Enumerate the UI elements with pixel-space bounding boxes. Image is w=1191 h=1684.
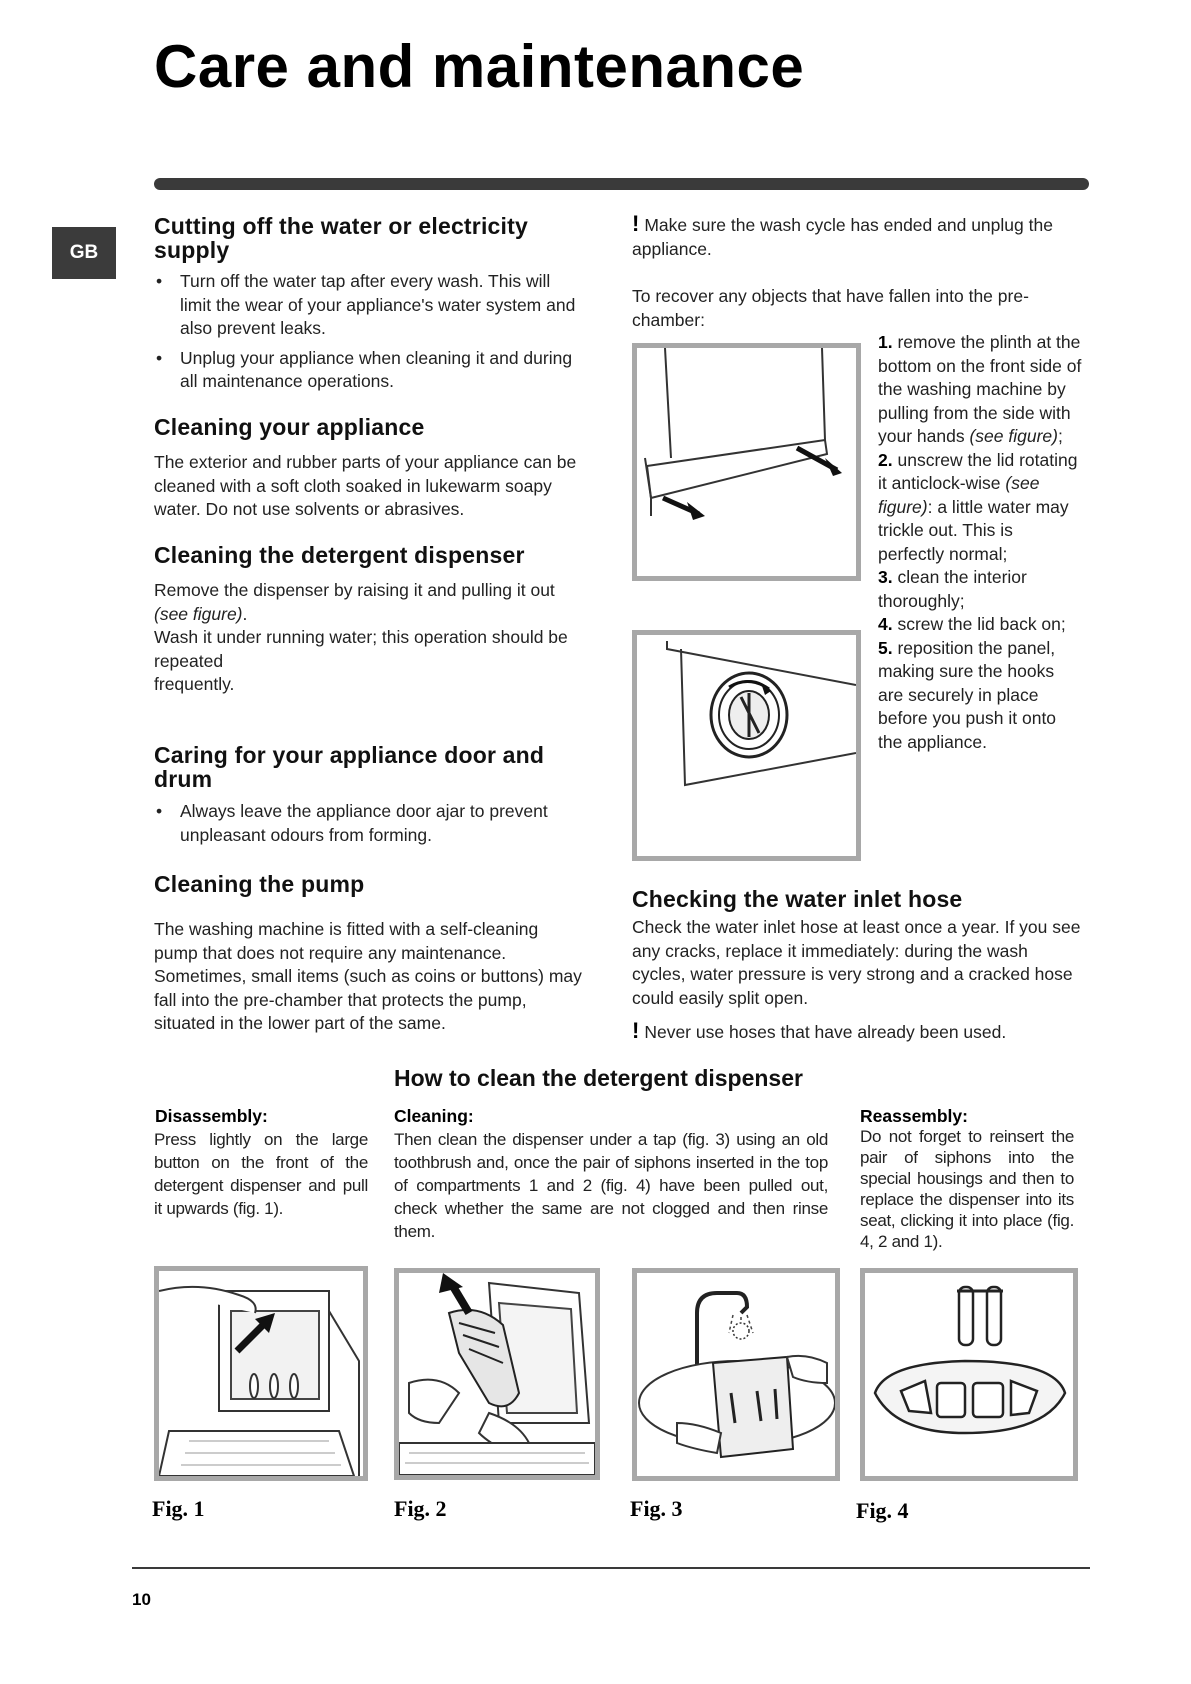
step-number: 2. bbox=[878, 449, 893, 470]
step-after: : a little water may trickle out. This is perfectly normal; bbox=[878, 496, 1069, 564]
recover-intro: To recover any objects that have fallen into the pre-chamber: bbox=[632, 286, 1029, 330]
cutoff-bullets bbox=[154, 270, 586, 400]
dispenser-text-1: Remove the dispenser by raising it and pulling it out bbox=[154, 580, 555, 600]
list-item bbox=[878, 637, 1083, 755]
inlet-hose-text: Check the water inlet hose at least once a year. If you see any cracks, replace it immediately: during the wash cycles, water pressure is very strong and a cracked hose could easily split open. bbox=[632, 917, 1081, 1008]
warning-unplug bbox=[632, 212, 1077, 261]
list-item: • Unplug your appliance when cleaning it and during all maintenance operations. bbox=[154, 347, 586, 394]
plinth-removal-drawing bbox=[637, 348, 856, 576]
step-number: 5. bbox=[878, 637, 893, 658]
pump-lid-drawing bbox=[637, 635, 856, 856]
dispenser-see-figure: (see figure) bbox=[154, 603, 243, 624]
recovery-steps bbox=[878, 331, 1083, 754]
step-italic: (see figure) bbox=[878, 473, 1040, 517]
step-number: 3. bbox=[878, 567, 893, 587]
footer-divider bbox=[132, 1567, 1090, 1569]
list-item: • Turn off the water tap after every wash. This will limit the wear of your appliance's water system and also prevent leaks. bbox=[154, 270, 586, 341]
fig-4-image bbox=[860, 1268, 1078, 1481]
step-text: screw the lid back on; bbox=[897, 614, 1066, 634]
list-item bbox=[878, 449, 1083, 567]
fig-1-image bbox=[154, 1266, 368, 1481]
cleaning-heading: Cleaning: bbox=[394, 1106, 474, 1126]
list-item bbox=[878, 613, 1083, 637]
step-number: 4. bbox=[878, 614, 893, 634]
cleaning-appliance-heading: Cleaning your appliance bbox=[154, 414, 425, 440]
list-item bbox=[878, 566, 1083, 613]
fig-4-drawing bbox=[865, 1273, 1073, 1476]
fig-2-drawing bbox=[399, 1273, 595, 1475]
step-number: 1. bbox=[878, 332, 893, 352]
pump-text: The washing machine is fitted with a self-cleaning pump that does not require any maintenance. Sometimes, small items (such as coins or buttons) may fall into the pre-chamber that protects the pump, situated in the lower part of the same. bbox=[154, 919, 582, 1033]
step-text: reposition the panel, making sure the hooks are securely in place before you push it onto the appliance. bbox=[878, 637, 1057, 752]
disassembly-heading: Disassembly: bbox=[155, 1106, 268, 1126]
door-drum-heading: Caring for your appliance door and drum bbox=[154, 742, 545, 792]
cutoff-heading: Cutting off the water or electricity supply bbox=[154, 213, 528, 263]
how-to-heading: How to clean the detergent dispenser bbox=[394, 1065, 803, 1091]
reassembly-heading: Reassembly: bbox=[860, 1106, 968, 1126]
inlet-hose-heading: Checking the water inlet hose bbox=[632, 886, 963, 912]
fig-2-caption: Fig. 2 bbox=[394, 1496, 447, 1521]
warning-icon: ! bbox=[632, 1018, 640, 1043]
pump-lid-figure bbox=[632, 630, 861, 861]
step-text: clean the interior thoroughly; bbox=[878, 567, 1027, 611]
fig-3-drawing bbox=[637, 1273, 835, 1476]
step-text: unscrew the lid rotating it anticlock-wise bbox=[878, 449, 1078, 493]
fig-1-caption: Fig. 1 bbox=[152, 1496, 205, 1521]
step-text: remove the plinth at the bottom on the front side of the washing machine by pulling from the side with your hands bbox=[878, 332, 1082, 446]
language-tab: GB bbox=[52, 227, 116, 279]
fig-3-caption: Fig. 3 bbox=[630, 1496, 683, 1521]
plinth-removal-figure bbox=[632, 343, 861, 581]
warning-hoses-text: Never use hoses that have already been used. bbox=[644, 1022, 1007, 1042]
dispenser-text-2: Wash it under running water; this operation should be repeated bbox=[154, 627, 568, 671]
step-after: ; bbox=[1057, 426, 1063, 446]
disassembly-text: Press lightly on the large button on the front of the detergent dispenser and pull it upwards (fig. 1). bbox=[154, 1130, 368, 1218]
door-drum-bullets bbox=[154, 800, 586, 853]
warning-unplug-text: Make sure the wash cycle has ended and unplug the appliance. bbox=[632, 215, 1053, 259]
warning-hoses bbox=[632, 1019, 1084, 1045]
step-italic: (see figure) bbox=[969, 426, 1058, 446]
page-number: 10 bbox=[132, 1590, 151, 1609]
reassembly-text: Do not forget to reinsert the pair of siphons into the special housings and then to replace the dispenser into its seat, clicking it into place (fig. 4, 2 and 1). bbox=[860, 1127, 1074, 1251]
list-item bbox=[878, 331, 1083, 449]
page-title: Care and maintenance bbox=[154, 33, 805, 100]
detergent-dispenser-heading: Cleaning the detergent dispenser bbox=[154, 542, 525, 568]
title-divider bbox=[154, 178, 1089, 190]
cleaning-text: Then clean the dispenser under a tap (fig. 3) using an old toothbrush and, once the pair of siphons inserted in the top of compartments 1 and 2 (fig. 4) have been pulled out, check whether the same are not clogged and then rinse them. bbox=[394, 1130, 828, 1241]
cleaning-appliance-text: The exterior and rubber parts of your appliance can be cleaned with a soft cloth soaked in lukewarm soapy water. Do not use solvents or abrasives. bbox=[154, 452, 577, 519]
fig-2-image bbox=[394, 1268, 600, 1480]
fig-3-image bbox=[632, 1268, 840, 1481]
fig-1-drawing bbox=[159, 1271, 363, 1476]
warning-icon: ! bbox=[632, 211, 640, 236]
dispenser-text-3: frequently. bbox=[154, 674, 235, 694]
detergent-dispenser-text: Remove the dispenser by raising it and pulling it out (see figure). Wash it under running water; this operation should be repeated frequently. bbox=[154, 580, 568, 694]
fig-4-caption: Fig. 4 bbox=[856, 1498, 909, 1523]
pump-heading: Cleaning the pump bbox=[154, 871, 365, 897]
list-item: • Always leave the appliance door ajar to prevent unpleasant odours from forming. bbox=[154, 800, 586, 847]
